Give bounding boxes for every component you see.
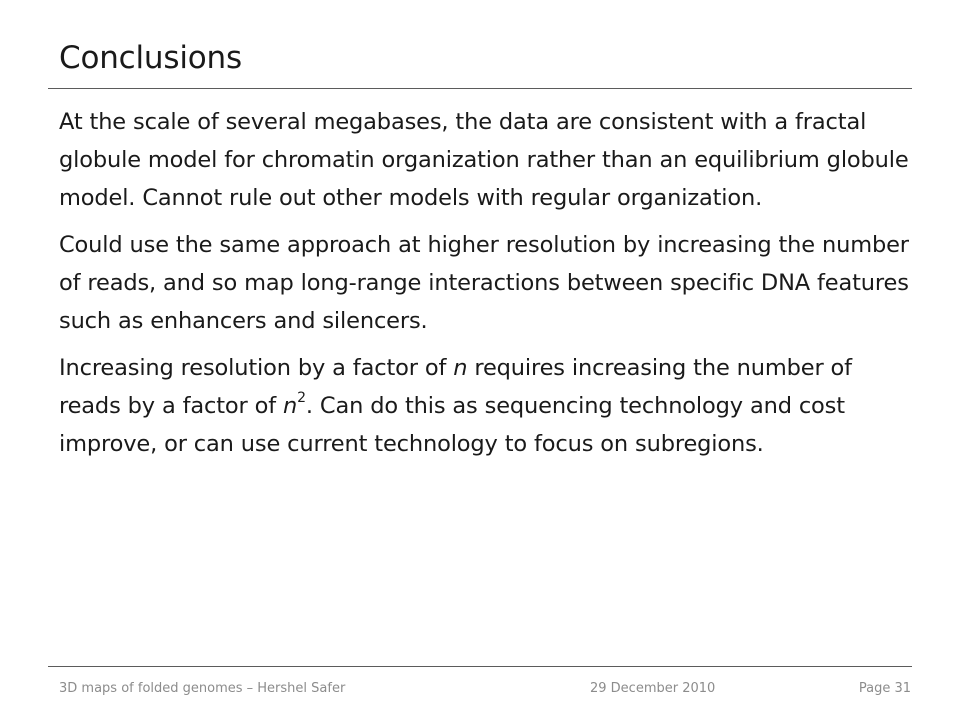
variable-n-squared-base: n: [283, 393, 298, 419]
footer-page-number: Page 31: [858, 681, 911, 696]
paragraph3-text-3: . Can do this as sequencing technology and cost improve, or can use current technology to focus on subregions.: [59, 393, 845, 457]
paragraph-resolution-scaling: [59, 349, 909, 463]
footer-presentation-title: 3D maps of folded genomes – Hershel Safer: [59, 681, 346, 696]
slide-body: [59, 103, 909, 472]
paragraph3-text-2: requires increasing the number of reads by a factor of: [59, 355, 852, 419]
slide-title: Conclusions: [59, 40, 242, 76]
exponent-two: 2: [297, 389, 306, 406]
paragraph3-text-1: Increasing resolution by a factor of: [59, 355, 454, 381]
footer-date: 29 December 2010: [590, 681, 716, 696]
title-divider: [48, 88, 912, 89]
footer-divider: [48, 666, 912, 667]
variable-n: n: [453, 355, 468, 381]
paragraph-higher-resolution: Could use the same approach at higher resolution by increasing the number of reads, and so map long-range interactions between specific DNA features such as enhancers and silencers.: [59, 232, 909, 334]
paragraph-fractal-globule: At the scale of several megabases, the data are consistent with a fractal globule model for chromatin organization rather than an equilibrium globule model. Cannot rule out other models with regular organization.: [59, 109, 909, 211]
